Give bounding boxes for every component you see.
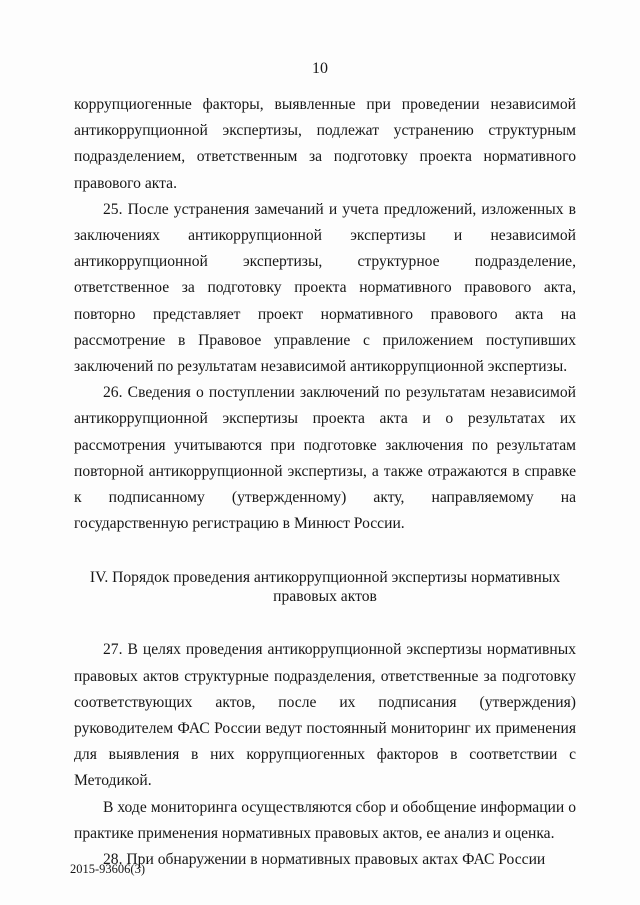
paragraph-25: 25. После устранения замечаний и учета предложений, изложенных в заключениях антикоррупционной экспертизы и независимой антикоррупционной экспертизы, структурное подразделение, ответственное за подготовку проекта нормативного правового акта, повторно представляет проект нормативного правового акта на рассмотрение в Правовое управление с приложением поступивших заключений по результатам независимой антикоррупционной экспертизы. [74,200,576,376]
section-heading-line-2: правовых актов [273,588,377,606]
paragraph-27: 27. В целях проведения антикоррупционной экспертизы нормативных правовых актов структурные подразделения, ответственные за подготовку соответствующих актов, после их подписания (утверждения) руководителем ФАС России ведут постоянный мониторинг их применения для выявления в них коррупциогенных факторов в соответствии с Методикой. [74,641,576,790]
paragraph-monitoring: В ходе мониторинга осуществляются сбор и обобщение информации о практике применения нормативных правовых актов, ее анализ и оценка. [74,798,576,842]
section-heading-line-1: IV. Порядок проведения антикоррупционной экспертизы нормативных [89,569,561,587]
paragraph-28: 28. При обнаружении в нормативных правовых актах ФАС России [103,851,546,869]
page-number: 10 [312,60,328,77]
paragraph-continuation: коррупциогенные факторы, выявленные при проведении независимой антикоррупционной экспертизы, подлежат устранению структурным подразделением, ответственным за подготовку проекта нормативного правового акта. [74,96,576,192]
document-body [74,92,576,873]
document-code: 2015-93606(3) [70,862,145,876]
section-heading-iv [74,568,576,606]
paragraph-26: 26. Сведения о поступлении заключений по результатам независимой антикоррупционной экспертизы проекта акта и о результатах их рассмотрения учитываются при подготовке заключения по результатам повторной антикоррупционной экспертизы, а также отражаются в справке к подписанному (утвержденному) акту, направляемому на государственную регистрацию в Минюст России. [74,384,576,533]
